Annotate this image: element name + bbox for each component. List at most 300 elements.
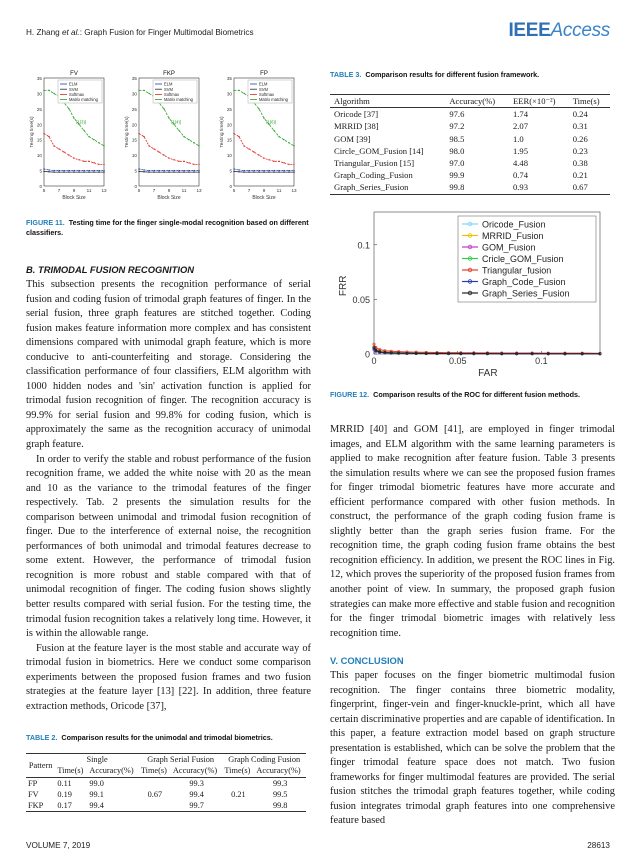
table-cell: 0.21 xyxy=(572,170,588,181)
data-point xyxy=(288,170,289,171)
data-point xyxy=(43,133,44,134)
table-cell: 99.0 xyxy=(89,778,104,788)
data-point xyxy=(253,170,254,171)
data-point xyxy=(68,171,69,172)
y-tick-label: 30 xyxy=(226,91,232,97)
table-row xyxy=(330,108,610,121)
data-point xyxy=(143,136,144,137)
data-point xyxy=(138,171,139,172)
x-tick-label: 9 xyxy=(72,188,76,193)
y-tick-label: 0 xyxy=(39,184,42,189)
data-point xyxy=(233,168,234,169)
table-2-caption xyxy=(26,733,311,743)
data-point xyxy=(233,90,234,91)
data-point xyxy=(163,170,164,171)
table-cell: FV xyxy=(28,790,39,800)
table-cell: 1.0 xyxy=(512,133,524,144)
data-point xyxy=(73,158,74,159)
data-point xyxy=(68,170,69,171)
table-cell: 97.6 xyxy=(449,109,465,120)
table-2-group-header: Single xyxy=(86,755,108,765)
table-cell: 0.19 xyxy=(57,790,72,800)
legend-entry: Softmax xyxy=(259,92,275,97)
y-tick-label: 25 xyxy=(131,106,137,112)
x-tick-label: 13 xyxy=(196,188,202,193)
table-2-label: TABLE 2. xyxy=(26,733,58,742)
paragraph-right: MRRID [40] and GOM [41], are employed in finger trimodal images, and ELM algorithm with the same learning parameters is applied to make recognition after feature fusion. Table 3 presents the simulation results where we can see the proposed fusion frames for finger trimodal biometric features have more accurate and efficient performance compared with other fusion methods. In construct, the performance of the graph coding fusion frame is slightly better than the graph series fusion frame. For the recognition time, the graph coding fusion frame obtains the best recognition efficiency. In addition, we present the ROC lines in Fig. 12, which proves the superiority of the proposed fusion frames from another point of view. In summary, the proposed graph fusion strategies can make more effective and stable fusion and recognition for the finger trimodal biometric images with relatively less recognition time. xyxy=(330,424,615,639)
y-axis-label: Testing time(s) xyxy=(220,116,225,148)
table-2-subheader: Accuracy(%) xyxy=(172,766,218,776)
table-cell: Graph_Series_Fusion xyxy=(334,182,409,193)
panel-title: FKP xyxy=(163,71,175,77)
table-cell: 99.5 xyxy=(272,790,288,800)
x-tick-label: 5 xyxy=(137,188,141,193)
table-cell xyxy=(222,800,254,812)
data-point xyxy=(103,171,104,172)
data-point xyxy=(273,171,274,172)
x-tick-label: 5 xyxy=(42,188,46,193)
y-tick-label: 10 xyxy=(226,153,232,159)
data-point xyxy=(148,145,149,146)
table-cell: 1.95 xyxy=(512,145,529,156)
data-point xyxy=(78,170,79,171)
table-row xyxy=(26,777,306,789)
table-3-caption-text: Comparison results for different fusion framework. xyxy=(365,70,540,79)
table-cell: 99.9 xyxy=(449,170,465,181)
legend-entry: ELM xyxy=(259,81,268,87)
paragraph-2: In order to verify the stable and robust performance of the fusion recognition frame, we added the white noise with 20 as the mean and 10 as the variance to the trimodal features of the finger respectively. Tab. 2 presents the simulation results for the comparison between unimodal and trimodal fusion recognition of finger. Due to the interference of external noise, the recognition performances of both unimodal and trimodal features decrease to some extent. However, the performance of trimodal fusion recognition is more robust and stable compared with that of unimodal recognition of finger. The coding fusion shows slightly better results compared with serial fusion. For the testing time, the trimodal fusion recognition takes a relatively long time. However, it is within the allowable range. xyxy=(26,453,311,640)
journal-logo xyxy=(508,20,610,42)
table-cell: 0.11 xyxy=(57,778,72,788)
table-2-subheader: Time(s) xyxy=(140,766,167,776)
legend-entry: Matrix matching xyxy=(164,97,193,103)
table-2-subheader: Time(s) xyxy=(224,766,251,776)
data-point xyxy=(238,136,239,137)
data-point xyxy=(278,171,279,172)
data-point xyxy=(53,145,54,146)
y-tick-label: 0 xyxy=(229,184,232,189)
data-point xyxy=(78,159,79,160)
x-axis-label: Block Size xyxy=(252,195,276,201)
data-point xyxy=(53,93,54,94)
data-point xyxy=(83,130,84,131)
data-point xyxy=(268,159,269,160)
table-cell: Triangular_Fusion [15] xyxy=(334,158,415,169)
table-cell: 99.3 xyxy=(189,778,204,788)
data-point xyxy=(43,171,44,172)
data-point xyxy=(248,148,249,149)
table-cell: 0.74 xyxy=(512,170,529,181)
data-point xyxy=(143,171,144,172)
legend-entry: SVM xyxy=(69,86,78,92)
table-cell: MRRID [38] xyxy=(334,121,379,132)
data-point xyxy=(168,171,169,172)
data-point xyxy=(103,164,104,165)
data-point xyxy=(268,170,269,171)
table-cell: FKP xyxy=(28,801,44,811)
table-cell: 0.67 xyxy=(572,182,588,193)
footer-page-number: 28613 xyxy=(587,841,610,850)
x-tick-label: 9 xyxy=(262,188,266,193)
y-axis-label: Testing time(s) xyxy=(30,116,35,148)
table-3-caption xyxy=(330,70,615,80)
data-point xyxy=(188,162,189,163)
data-point xyxy=(238,171,239,172)
panel-title: FP xyxy=(260,71,268,77)
legend-entry: GOM_Fusion xyxy=(482,242,536,253)
data-point xyxy=(178,130,179,131)
data-point xyxy=(83,171,84,172)
x-axis-label: Block Size xyxy=(157,195,181,201)
x-tick-label: 11 xyxy=(181,188,187,193)
table-cell: 99.8 xyxy=(449,182,465,193)
y-tick-label: 25 xyxy=(36,106,42,112)
data-point xyxy=(93,162,94,163)
data-point xyxy=(88,136,89,137)
table-cell: 99.1 xyxy=(89,790,104,800)
x-tick-label: 5 xyxy=(232,188,236,193)
legend-entry: SVM xyxy=(164,86,173,92)
data-point xyxy=(53,171,54,172)
data-point xyxy=(193,142,194,143)
y-axis-label: Testing time(s) xyxy=(125,116,130,148)
journal-logo-bold: IEEE xyxy=(508,20,551,41)
legend-entry: ELM xyxy=(69,81,78,87)
data-point xyxy=(98,171,99,172)
table-cell: 99.7 xyxy=(189,801,204,811)
data-point xyxy=(253,151,254,152)
data-point xyxy=(148,170,149,171)
section-heading-trimodal: B. TRIMODAL FUSION RECOGNITION xyxy=(26,264,195,275)
data-point xyxy=(238,90,239,91)
legend-entry: ELM xyxy=(164,81,173,87)
data-point xyxy=(158,151,159,152)
legend-entry: Softmax xyxy=(164,92,180,97)
data-point xyxy=(158,171,159,172)
table-3-header: EER(×10⁻²) xyxy=(512,95,556,106)
data-point xyxy=(103,170,104,171)
right-column-body xyxy=(330,423,615,641)
data-point xyxy=(53,170,54,171)
data-point xyxy=(283,162,284,163)
x-tick-label: 13 xyxy=(291,188,297,193)
table-row xyxy=(26,789,306,800)
table-row xyxy=(330,157,610,169)
data-point xyxy=(183,136,184,137)
y-tick-label: 0.1 xyxy=(357,240,370,251)
x-tick-label: 7 xyxy=(57,188,61,193)
data-point xyxy=(138,90,139,91)
x-axis-label: Block Size xyxy=(62,195,86,201)
figure-11-plot xyxy=(26,62,316,212)
x-tick-label: 0.05 xyxy=(448,356,467,366)
data-point xyxy=(193,171,194,172)
data-point xyxy=(48,90,49,91)
data-point xyxy=(263,158,264,159)
data-point xyxy=(148,171,149,172)
data-point xyxy=(248,171,249,172)
data-point xyxy=(258,171,259,172)
data-point xyxy=(258,170,259,171)
table-row xyxy=(330,133,610,145)
data-point xyxy=(263,117,264,118)
data-point xyxy=(158,170,159,171)
data-point xyxy=(283,171,284,172)
legend-entry: Matrix matching xyxy=(259,97,288,103)
data-point xyxy=(268,171,269,172)
data-point xyxy=(263,171,264,172)
data-point xyxy=(138,168,139,169)
data-point xyxy=(283,139,284,140)
table-cell: 99.8 xyxy=(272,801,288,811)
data-point xyxy=(163,108,164,109)
data-point xyxy=(193,170,194,171)
table-cell: 1.74 xyxy=(512,109,529,120)
data-point xyxy=(193,164,194,165)
data-point xyxy=(138,133,139,134)
y-tick-label: 35 xyxy=(36,76,42,81)
data-point xyxy=(168,117,169,118)
table-row xyxy=(330,120,610,132)
data-point xyxy=(178,161,179,162)
table-2-subheader: Accuracy(%) xyxy=(256,766,301,776)
table-cell xyxy=(222,777,254,789)
figure-11 xyxy=(26,62,316,212)
table-cell: 0.67 xyxy=(147,790,163,800)
conclusion-body xyxy=(330,669,615,829)
y-tick-label: 10 xyxy=(131,153,137,159)
x-tick-label: 0 xyxy=(371,356,377,366)
data-point xyxy=(238,169,239,170)
data-point xyxy=(98,142,99,143)
data-point xyxy=(93,171,94,172)
data-point xyxy=(73,171,74,172)
data-point xyxy=(293,164,294,165)
y-tick-label: 5 xyxy=(39,168,42,174)
data-point xyxy=(78,171,79,172)
y-tick-label: 30 xyxy=(131,91,137,97)
data-point xyxy=(153,148,154,149)
table-cell: 0.31 xyxy=(572,121,588,132)
footer-volume: VOLUME 7, 2019 xyxy=(26,841,91,850)
y-tick-label: 15 xyxy=(131,137,137,143)
data-point xyxy=(178,170,179,171)
table-cell: 98.0 xyxy=(449,145,465,156)
x-axis-label: FAR xyxy=(478,368,498,379)
data-point xyxy=(58,170,59,171)
y-tick-label: 5 xyxy=(134,168,137,174)
table-cell: 97.2 xyxy=(449,121,465,132)
data-point xyxy=(73,170,74,171)
paragraph-1: This subsection presents the recognition performance of serial fusion and coding fusion of trimodal graph features of finger. In the serial fusion, three graph features are stitched together. Coding fusion makes feature information more complex and has consistent dimensions compared with unimodal graph feature, which is more conducive to anti-counterfeiting and storage. Considering the classification performance of four classifiers, ELM algorithm with 1000 hidden nodes and 'sin' activation function is applied for trimodal fusion recognition of finger. The recognition accuracy is 99.9% for serial fusion and 99.8% for coding fusion, which is approximately the same as the recognition accuracy of unimodal graph feature. xyxy=(26,279,311,451)
x-tick-label: 0.1 xyxy=(535,356,548,366)
data-point xyxy=(288,142,289,143)
data-point xyxy=(258,154,259,155)
table-2-pattern-header: Pattern xyxy=(28,760,53,770)
data-point xyxy=(153,171,154,172)
y-tick-label: 20 xyxy=(226,122,232,128)
table-cell: 2.07 xyxy=(512,121,529,132)
peak-annotation: (1(4)) xyxy=(171,119,182,125)
data-point xyxy=(273,130,274,131)
y-tick-label: 35 xyxy=(131,76,137,81)
data-point xyxy=(93,139,94,140)
table-cell: 0.38 xyxy=(572,158,588,169)
table-cell: 0.24 xyxy=(572,109,588,120)
table-3 xyxy=(330,94,615,195)
table-cell: 98.5 xyxy=(449,133,465,144)
table-cell: 0.21 xyxy=(231,790,246,800)
y-tick-label: 0 xyxy=(134,184,137,189)
y-tick-label: 15 xyxy=(226,137,232,143)
data-point xyxy=(43,168,44,169)
table-cell: Circle_GOM_Fusion [14] xyxy=(334,145,424,156)
data-point xyxy=(273,161,274,162)
table-cell: 4.48 xyxy=(512,158,529,169)
data-point xyxy=(253,171,254,172)
data-point xyxy=(243,145,244,146)
data-point xyxy=(43,90,44,91)
table-row xyxy=(26,800,306,812)
panel-title: FV xyxy=(70,71,78,77)
data-point xyxy=(143,169,144,170)
data-point xyxy=(258,108,259,109)
data-point xyxy=(293,171,294,172)
table-cell: 0.23 xyxy=(572,145,588,156)
data-point xyxy=(198,170,199,171)
table-2 xyxy=(26,753,311,812)
data-point xyxy=(178,171,179,172)
y-tick-label: 0.05 xyxy=(352,294,370,305)
paragraph-3: Fusion at the feature layer is the most stable and accurate way of trimodal fusion in biometrics. Here we conduct some comparison experiments between the proposed fusion frames and two fusion strategies at the feature layer [13] [22]. In addition, three feature extraction methods, Oricode [37], xyxy=(26,642,311,712)
figure-11-caption-text: Testing time for the finger single-modal recognition based on different classifiers. xyxy=(26,218,309,237)
y-tick-label: 5 xyxy=(229,168,232,174)
table-2-group-header: Graph Coding Fusion xyxy=(228,755,301,765)
legend-entry: Triangular_fusion xyxy=(482,265,552,276)
x-tick-label: 9 xyxy=(167,188,171,193)
data-point xyxy=(278,170,279,171)
table-2-subheader: Time(s) xyxy=(57,766,84,776)
table-3-header: Algorithm xyxy=(334,96,370,107)
data-point xyxy=(58,148,59,149)
data-point xyxy=(83,170,84,171)
legend-entry: Softmax xyxy=(69,92,85,97)
data-point xyxy=(263,170,264,171)
figure-12-caption-text: Comparison results of the ROC for different fusion methods. xyxy=(373,390,581,399)
y-tick-label: 30 xyxy=(36,91,42,97)
y-tick-label: 25 xyxy=(226,106,232,112)
data-point xyxy=(198,164,199,165)
data-point xyxy=(273,170,274,171)
table-cell: 99.3 xyxy=(272,778,288,788)
data-point xyxy=(68,108,69,109)
table-3-header: Time(s) xyxy=(572,96,600,107)
figure-11-caption xyxy=(26,218,311,237)
data-point xyxy=(98,164,99,165)
data-point xyxy=(153,170,154,171)
legend-entry: SVM xyxy=(259,86,268,92)
y-tick-label: 20 xyxy=(131,122,137,128)
table-cell: Oricode [37] xyxy=(334,109,379,120)
y-axis-label: FRR xyxy=(338,275,349,297)
y-tick-label: 20 xyxy=(36,122,42,128)
table-cell: GOM [39] xyxy=(334,133,371,144)
data-point xyxy=(163,171,164,172)
legend-entry: Matrix matching xyxy=(69,97,98,103)
data-point xyxy=(63,171,64,172)
data-point xyxy=(233,171,234,172)
data-point xyxy=(198,145,199,146)
data-point xyxy=(243,93,244,94)
data-point xyxy=(233,133,234,134)
y-tick-label: 10 xyxy=(36,153,42,159)
y-tick-label: 35 xyxy=(226,76,232,81)
data-point xyxy=(183,161,184,162)
table-2-subheader: Accuracy(%) xyxy=(89,766,134,776)
data-point xyxy=(58,171,59,172)
figure-12-plot xyxy=(334,206,610,386)
data-point xyxy=(88,170,89,171)
data-point xyxy=(243,171,244,172)
data-point xyxy=(288,171,289,172)
table-cell: 99.4 xyxy=(189,790,204,800)
conclusion-paragraph: This paper focuses on the finger biometric multimodal fusion recognition. The finger contains three biometric modality, fingerprint, finger-vein and finger-knuckle-print, which all have certain discriminative properties and are capable of identification. In this paper, a feature extraction model based on graph structure presentation is established, which can be solve the problem that the finger trimodal feature space does not match. Two fusion frameworks for finger multimodal features are provided. The serial fusion stitches the trimodal graph features together, while coding fusion integrates trimodal graph features into one comprehensive feature based xyxy=(330,670,615,827)
table-3-label: TABLE 3. xyxy=(330,70,362,79)
table-row xyxy=(330,145,610,157)
x-tick-label: 7 xyxy=(247,188,251,193)
legend-entry: MRRID_Fusion xyxy=(482,230,544,241)
data-point xyxy=(168,158,169,159)
data-point xyxy=(163,154,164,155)
data-point xyxy=(183,171,184,172)
table-cell xyxy=(139,777,171,789)
data-point xyxy=(188,139,189,140)
figure-12-caption xyxy=(330,390,615,400)
data-point xyxy=(278,161,279,162)
table-cell: 97.0 xyxy=(449,158,465,169)
table-cell: 0.93 xyxy=(512,182,529,193)
data-point xyxy=(173,171,174,172)
figure-12 xyxy=(334,206,610,386)
data-point xyxy=(188,171,189,172)
data-point xyxy=(48,136,49,137)
data-point xyxy=(278,136,279,137)
running-title-prefix: H. Zhang xyxy=(26,28,62,37)
x-tick-label: 11 xyxy=(276,188,282,193)
journal-logo-light: Access xyxy=(550,20,610,41)
legend-entry: Oricode_Fusion xyxy=(482,219,546,230)
table-cell: FP xyxy=(28,778,38,788)
data-point xyxy=(63,170,64,171)
data-point xyxy=(283,170,284,171)
x-tick-label: 13 xyxy=(101,188,107,193)
data-point xyxy=(168,170,169,171)
table-cell: 0.17 xyxy=(57,801,72,811)
running-title xyxy=(26,28,254,37)
data-point xyxy=(63,151,64,152)
data-point xyxy=(288,164,289,165)
y-tick-label: 0 xyxy=(364,349,370,360)
data-point xyxy=(143,90,144,91)
figure-12-label: FIGURE 12. xyxy=(330,390,370,399)
data-point xyxy=(173,170,174,171)
running-title-suffix: : Graph Fusion for Finger Multimodal Biometrics xyxy=(79,28,254,37)
table-cell: 0.26 xyxy=(572,133,588,144)
data-point xyxy=(73,117,74,118)
left-column-body xyxy=(26,278,311,714)
x-tick-label: 11 xyxy=(86,188,92,193)
data-point xyxy=(68,154,69,155)
